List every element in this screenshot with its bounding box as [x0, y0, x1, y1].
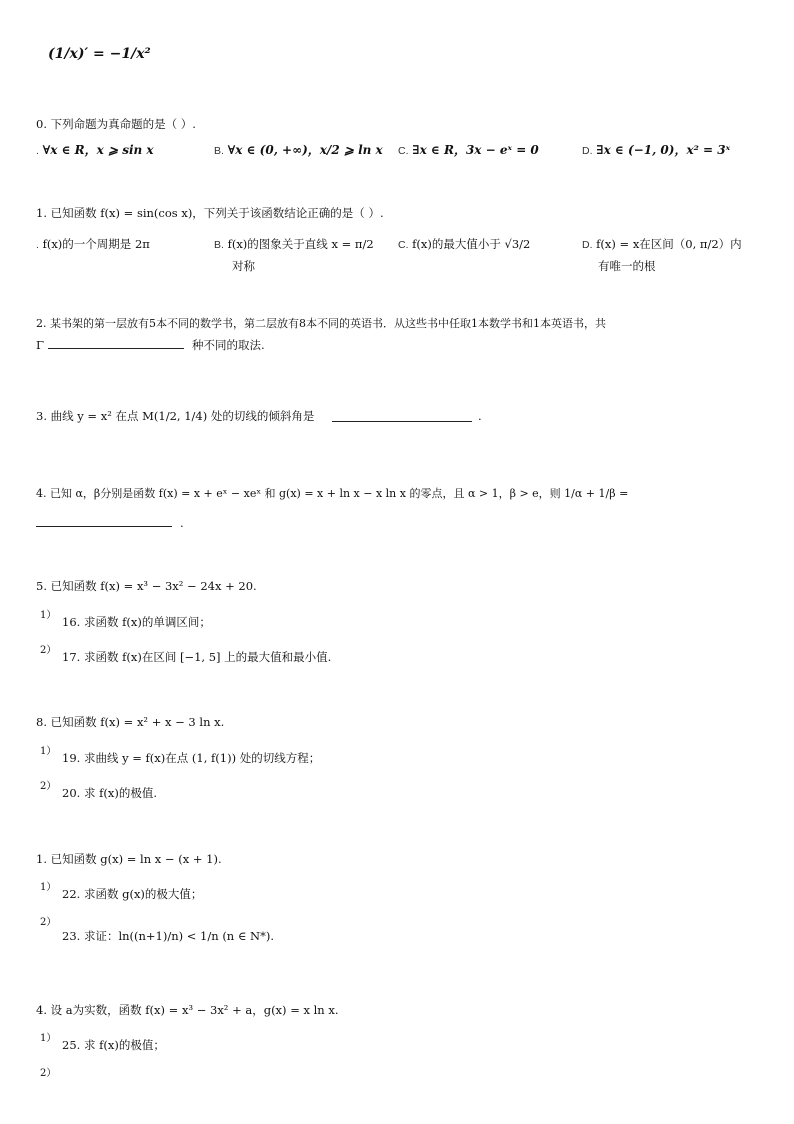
q11-option-b-cont: 对称 [232, 259, 255, 273]
option-letter: C. [398, 239, 409, 251]
part-marker: 2） [40, 781, 57, 792]
question-15-stem: 5. 已知函数 f(x) = x³ − 3x² − 24x + 20. [36, 579, 257, 593]
option-text: ∃x ∈ R，3x − eˣ = 0 [412, 143, 539, 157]
option-letter: B. [214, 239, 224, 251]
answer-blank[interactable] [48, 348, 184, 349]
subquestion-20: 20. 求 f(x)的极值. [62, 786, 157, 800]
question-13-suffix: . [478, 409, 482, 423]
q10-option-b [214, 142, 383, 159]
q11-option-a [36, 236, 150, 253]
subquestion-16: 16. 求函数 f(x)的单调区间； [62, 615, 211, 629]
option-letter: . [36, 239, 39, 251]
question-12-line1: 2. 某书架的第一层放有5本不同的数学书，第二层放有8本不同的英语书．从这些书中任取1本数学书和1本英语书，共 [36, 317, 606, 330]
option-text: f(x)的最大值小于 √3/2 [412, 237, 531, 251]
part-marker: 1） [40, 610, 57, 621]
option-text: f(x) = x在区间（0, π/2）内 [596, 237, 742, 251]
part-marker: 1） [40, 1033, 57, 1044]
subquestion-22: 22. 求函数 g(x)的极大值； [62, 887, 203, 901]
part-marker: 2） [40, 645, 57, 656]
subquestion-25: 25. 求 f(x)的极值； [62, 1038, 165, 1052]
answer-blank[interactable] [332, 421, 472, 422]
q11-option-b [214, 236, 374, 253]
option-text: ∃x ∈ (−1, 0)，x² = 3ˣ [596, 143, 731, 157]
question-18-stem: 8. 已知函数 f(x) = x² + x − 3 ln x. [36, 715, 225, 729]
question-10-stem: 0. 下列命题为真命题的是（ ）. [36, 117, 196, 131]
answer-blank[interactable] [36, 526, 172, 527]
question-14-suffix: . [180, 516, 184, 530]
derivative-formula: (1/x)′ = −1/x² [48, 46, 151, 62]
question-11-stem: 1. 已知函数 f(x) = sin(cos x)，下列关于该函数结论正确的是（ ）. [36, 206, 384, 220]
subquestion-23: 23. 求证：ln((n+1)/n) < 1/n (n ∈ N*). [62, 929, 274, 943]
option-text: f(x)的图象关于直线 x = π/2 [227, 237, 374, 251]
part-marker: 2） [40, 917, 57, 928]
question-12-suffix: 种不同的取法. [192, 338, 265, 352]
part-marker: 1） [40, 746, 57, 757]
subquestion-19: 19. 求曲线 y = f(x)在点 (1, f(1)) 处的切线方程； [62, 751, 321, 765]
q10-option-a [36, 142, 154, 159]
q11-option-c [398, 236, 530, 253]
question-13-stem: 3. 曲线 y = x² 在点 M(1/2, 1/4) 处的切线的倾斜角是 [36, 409, 315, 423]
option-text: f(x)的一个周期是 2π [42, 237, 150, 251]
option-letter: D. [582, 145, 593, 157]
subquestion-17: 17. 求函数 f(x)在区间 [−1, 5] 上的最大值和最小值. [62, 650, 332, 664]
question-14-stem: 4. 已知 α，β分别是函数 f(x) = x + eˣ − xeˣ 和 g(x) = x + ln x − x ln x 的零点，且 α > 1，β > e，则 1/α + 1/β = [36, 487, 629, 500]
question-12-prefix: Γ [36, 338, 44, 352]
part-marker: 1） [40, 882, 57, 893]
option-letter: D. [582, 239, 593, 251]
option-text: ∀x ∈ (0, +∞)，x/2 ⩾ ln x [227, 143, 383, 157]
option-letter: . [36, 145, 39, 157]
q10-option-c [398, 142, 539, 159]
q10-option-d [582, 142, 730, 159]
option-letter: B. [214, 145, 224, 157]
question-21-stem: 1. 已知函数 g(x) = ln x − (x + 1). [36, 852, 222, 866]
q11-option-d-cont: 有唯一的根 [598, 259, 656, 273]
q11-option-d [582, 236, 742, 253]
option-letter: C. [398, 145, 409, 157]
question-24-stem: 4. 设 a为实数，函数 f(x) = x³ − 3x² + a，g(x) = x ln x. [36, 1003, 339, 1017]
part-marker: 2） [40, 1068, 57, 1079]
option-text: ∀x ∈ R，x ⩾ sin x [42, 143, 154, 157]
